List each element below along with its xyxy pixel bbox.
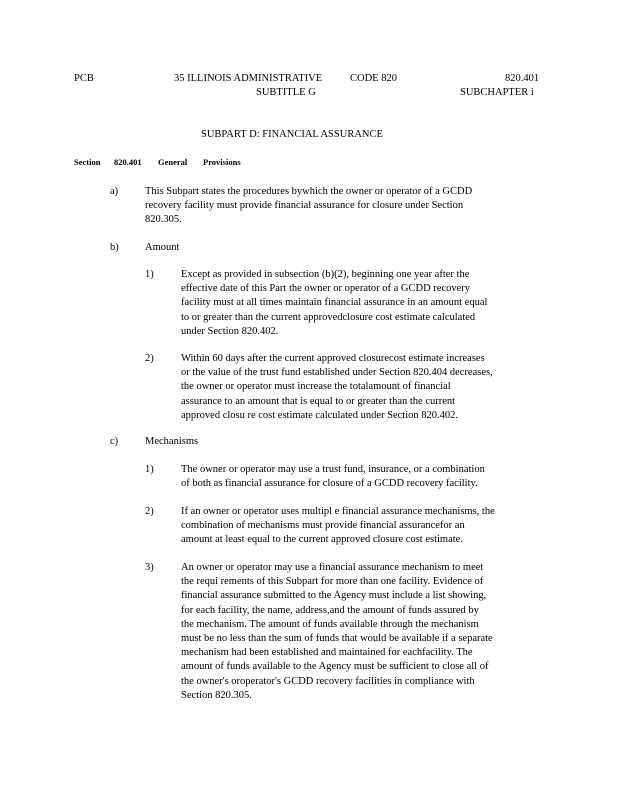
- text-line: facility must at all times maintain financial assurance in an amount equal: [181, 297, 488, 309]
- text-line: The owner or operator may use a trust fund, insurance, or a combination: [181, 464, 485, 475]
- paragraph-b-title: Amount: [145, 242, 180, 253]
- subpart-title: SUBPART D: FINANCIAL ASSURANCE: [201, 129, 383, 140]
- text-line: Within 60 days after the current approved closurecost estimate increases: [181, 353, 485, 364]
- text-line: the mechanism. The amount of funds available through the mechanism: [181, 618, 479, 630]
- text-line: assurance to an amount that is equal to or greater than the current: [181, 395, 456, 407]
- text-line: to or greater than the current approvedclosure cost estimate calculated: [181, 311, 476, 323]
- text-line: If an owner or operator uses multipl e financial assurance mechanisms, the: [181, 506, 495, 517]
- text-line: the requi rements of this Subpart for more than one facility. Evidence of: [181, 576, 484, 588]
- header-section-number: 820.401: [505, 73, 540, 84]
- text-line: the owner's oroperator's GCDD recovery facilities in compliance with: [181, 675, 475, 687]
- text-line: approved closu re cost estimate calculated under Section 820.402.: [181, 409, 458, 421]
- paragraph-a-text: [145, 185, 472, 228]
- paragraph-c3-marker: 3): [145, 562, 154, 573]
- header-subtitle: SUBTITLE G: [256, 87, 316, 98]
- text-line: Except as provided in subsection (b)(2), beginning one year after the: [181, 269, 470, 280]
- paragraph-c-marker: c): [110, 436, 119, 447]
- paragraph-c3-text: [181, 561, 493, 703]
- paragraph-b-marker: b): [110, 242, 119, 253]
- paragraph-b1-marker: 1): [145, 269, 154, 280]
- text-line: financial assurance submitted to the Agency must include a list showing,: [181, 590, 487, 602]
- paragraph-c-title: Mechanisms: [145, 436, 199, 447]
- text-line: must be no less than the sum of funds that would be available if a separate: [181, 633, 493, 645]
- text-line: mechanism had been established and maintained for eachfacility. The: [181, 647, 473, 659]
- paragraph-b2-text: [181, 352, 493, 423]
- text-line: recovery facility must provide financial assurance for closure under Section: [145, 200, 464, 212]
- paragraph-b2-marker: 2): [145, 353, 154, 364]
- text-line: An owner or operator may use a financial assurance mechanism to meet: [181, 562, 484, 573]
- text-line: effective date of this Part the owner or operator of a GCDD recovery: [181, 283, 471, 295]
- text-line: 820.305.: [145, 214, 182, 226]
- paragraph-c1-marker: 1): [145, 464, 154, 475]
- text-line: of both as financial assurance for closure of a GCDD recovery facility.: [181, 478, 478, 490]
- text-line: Section 820.305.: [181, 689, 252, 701]
- header-subchapter: SUBCHAPTER i: [460, 87, 534, 98]
- header-code: CODE 820: [350, 73, 397, 84]
- text-line: This Subpart states the procedures bywhich the owner or operator of a GCDD: [145, 186, 473, 197]
- section-title-provisions: Provisions: [203, 157, 241, 167]
- paragraph-b1-text: [181, 268, 487, 339]
- text-line: or the value of the trust fund established under Section 820.404 decreases,: [181, 367, 493, 379]
- section-title-general: General: [158, 157, 188, 167]
- text-line: amount of funds available to the Agency must be sufficient to close all of: [181, 661, 489, 673]
- paragraph-c2-marker: 2): [145, 506, 154, 517]
- header-title: 35 ILLINOIS ADMINISTRATIVE: [174, 73, 323, 84]
- section-label: Section: [74, 157, 101, 167]
- text-line: amount at least equal to the current approved closure cost estimate.: [181, 534, 463, 546]
- paragraph-c1-text: [181, 463, 485, 491]
- text-line: under Section 820.402.: [181, 325, 279, 337]
- text-line: for each facility, the name, address,and the amount of funds assured by: [181, 604, 479, 616]
- paragraph-c2-text: [181, 505, 495, 548]
- text-line: combination of mechanisms must provide financial assurancefor an: [181, 520, 465, 532]
- text-line: the owner or operator must increase the totalamount of financial: [181, 381, 451, 393]
- header-agency: PCB: [74, 73, 94, 84]
- paragraph-a-marker: a): [110, 186, 119, 197]
- section-number: 820.401: [114, 157, 142, 167]
